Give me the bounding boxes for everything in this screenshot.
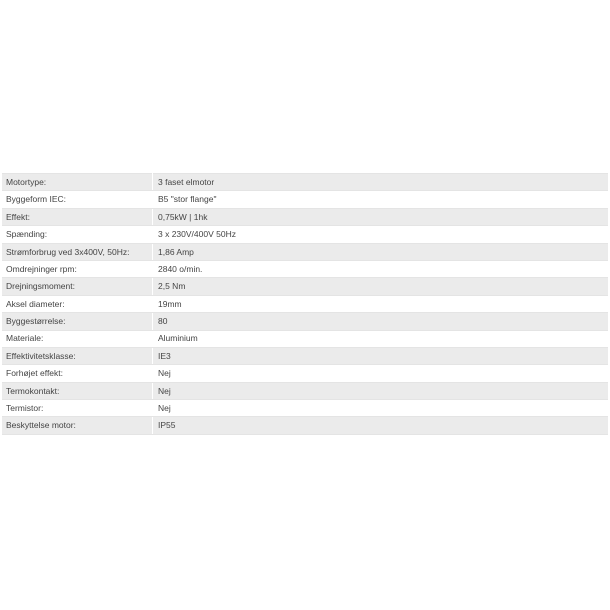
spec-value: IE3 (153, 347, 609, 364)
spec-label: Byggeform IEC: (2, 191, 153, 208)
spec-label: Effekt: (2, 208, 153, 225)
spec-label: Materiale: (2, 330, 153, 347)
spec-label: Omdrejninger rpm: (2, 260, 153, 277)
table-row (2, 295, 608, 312)
spec-value: 19mm (153, 295, 609, 312)
spec-label: Beskyttelse motor: (2, 417, 153, 434)
table-row (2, 382, 608, 399)
spec-label: Forhøjet effekt: (2, 365, 153, 382)
table-row (2, 208, 608, 225)
spec-value: 3 x 230V/400V 50Hz (153, 226, 609, 243)
spec-table (2, 173, 608, 435)
table-row (2, 226, 608, 243)
spec-table-body (2, 174, 608, 435)
table-row (2, 191, 608, 208)
spec-label: Termistor: (2, 400, 153, 417)
table-row (2, 313, 608, 330)
spec-value: 80 (153, 313, 609, 330)
table-row (2, 330, 608, 347)
table-row (2, 260, 608, 277)
table-row (2, 417, 608, 434)
spec-value: 0,75kW | 1hk (153, 208, 609, 225)
spec-value: Aluminium (153, 330, 609, 347)
spec-value: 2840 o/min. (153, 260, 609, 277)
spec-value: 1,86 Amp (153, 243, 609, 260)
spec-value: 3 faset elmotor (153, 174, 609, 191)
spec-value: Nej (153, 400, 609, 417)
spec-label: Motortype: (2, 174, 153, 191)
table-row (2, 347, 608, 364)
table-row (2, 278, 608, 295)
spec-label: Aksel diameter: (2, 295, 153, 312)
table-row (2, 174, 608, 191)
spec-value: Nej (153, 365, 609, 382)
spec-value: B5 "stor flange" (153, 191, 609, 208)
spec-label: Drejningsmoment: (2, 278, 153, 295)
table-row (2, 243, 608, 260)
spec-label: Byggestørrelse: (2, 313, 153, 330)
table-row (2, 400, 608, 417)
spec-value: 2,5 Nm (153, 278, 609, 295)
spec-label: Effektivitetsklasse: (2, 347, 153, 364)
spec-label: Termokontakt: (2, 382, 153, 399)
table-row (2, 365, 608, 382)
spec-label: Spænding: (2, 226, 153, 243)
spec-label: Strømforbrug ved 3x400V, 50Hz: (2, 243, 153, 260)
spec-value: Nej (153, 382, 609, 399)
spec-value: IP55 (153, 417, 609, 434)
